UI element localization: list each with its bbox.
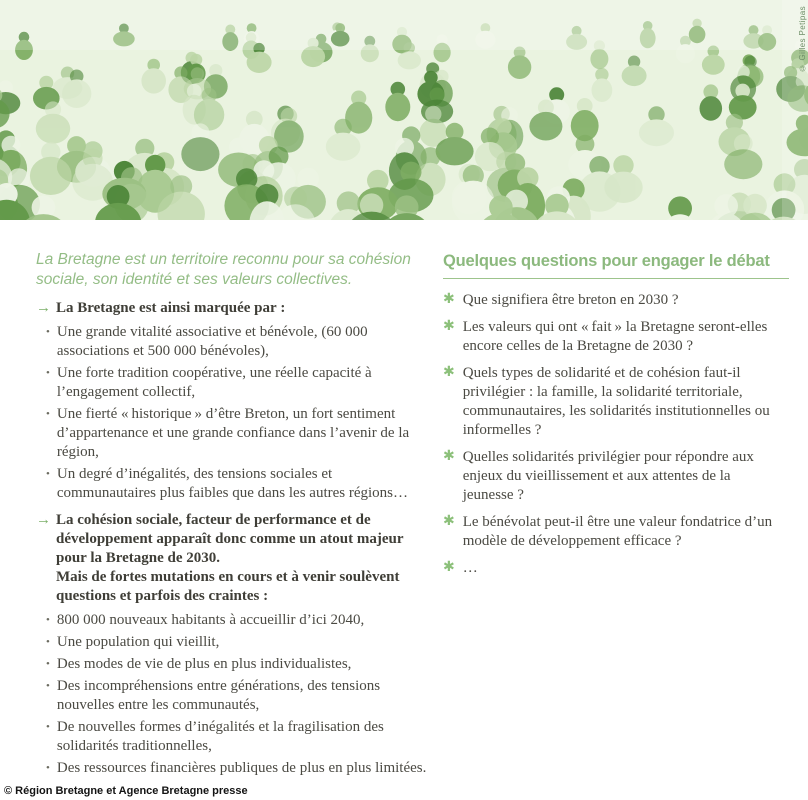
bullet-text: Des modes de vie de plus en plus individualistes, [56,656,352,672]
section-cohesion-sociale [36,511,428,778]
question-item [443,291,789,310]
asterisk-icon: ✱ [443,560,455,575]
bullet-text: Une grande vitalité associative et bénévole, (60 000 associations et 500 000 bénévoles), [56,324,368,359]
asterisk-icon: ✱ [443,319,455,334]
bullet-text: Une forte tradition coopérative, une réelle capacité à l’engagement collectif, [56,365,372,400]
bullet-item [46,323,428,361]
bullet-text: De nouvelles formes d’inégalités et la fragilisation des solidarités traditionnelles, [56,719,384,754]
question-item [443,559,789,578]
question-text: Quelles solidarités privilégier pour répondre aux enjeux du vieillissement et aux attentes de la jeunesse ? [462,449,754,503]
question-item [443,364,789,440]
question-text: Les valeurs qui ont « fait » la Bretagne seront-elles encore celles de la Bretagne de 2030 ? [462,319,768,354]
bullet-item [46,759,428,778]
asterisk-icon: ✱ [443,514,455,529]
arrow-icon: → [36,512,51,528]
question-item [443,318,789,356]
question-text: … [462,560,478,576]
section-lead-text: La Bretagne est ainsi marquée par : [56,300,286,316]
questions-heading: Quelques questions pour engager le débat [443,250,789,279]
section-lead-line2: Mais de fortes mutations en cours et à venir soulèvent questions et parfois des craintes : [56,569,400,604]
bullet-dot-icon: • [46,614,50,626]
bullet-dot-icon: • [46,468,50,480]
bullet-text: Des incompréhensions entre générations, des tensions nouvelles entre les communautés, [56,678,381,713]
photo-credit: © Gilles Petipas [798,6,807,73]
question-text: Que signifiera être breton en 2030 ? [462,292,679,308]
section-lead [36,511,428,606]
section-lead-text [56,511,428,606]
copyright-caption: © Région Bretagne et Agence Bretagne presse [4,785,248,797]
arrow-icon: → [36,300,51,316]
bullet-item [46,718,428,756]
bullet-text: Une population qui vieillit, [56,634,220,650]
bullet-item [46,405,428,462]
question-text: Le bénévolat peut-il être une valeur fondatrice d’un modèle de développement efficace ? [462,514,773,549]
question-item [443,513,789,551]
bullet-list-1 [36,323,428,503]
crowd-photo [0,0,808,220]
bullet-item [46,633,428,652]
asterisk-icon: ✱ [443,449,455,464]
left-column [36,250,428,781]
bullet-dot-icon: • [46,721,50,733]
bullet-list-2 [36,611,428,778]
bullet-text: Un degré d’inégalités, des tensions sociales et communautaires plus faibles que dans les autres régions… [56,466,409,501]
bullet-dot-icon: • [46,326,50,338]
section-lead [36,299,428,318]
questions-list [443,291,789,578]
crowd-photo-image [0,0,808,220]
bullet-dot-icon: • [46,408,50,420]
bullet-dot-icon: • [46,680,50,692]
section-bretagne-marquee [36,299,428,503]
bullet-dot-icon: • [46,658,50,670]
bullet-item [46,465,428,503]
question-text: Quels types de solidarité et de cohésion faut-il privilégier : la famille, la solidarité territoriale, communautaires, les solidarités institutionnelles ou informelles ? [462,365,770,438]
bullet-text: 800 000 nouveaux habitants à accueillir d’ici 2040, [56,612,365,628]
asterisk-icon: ✱ [443,292,455,307]
bullet-item [46,677,428,715]
bullet-dot-icon: • [46,367,50,379]
asterisk-icon: ✱ [443,365,455,380]
intro-text: La Bretagne est un territoire reconnu pour sa cohésion sociale, son identité et ses valeurs collectives. [36,251,411,288]
right-column [443,250,789,586]
bullet-text: Une fierté « historique » d’être Breton, un fort sentiment d’appartenance et une grande confiance dans l’avenir de la région, [56,406,410,460]
bullet-item [46,611,428,630]
bullet-dot-icon: • [46,762,50,774]
bullet-dot-icon: • [46,636,50,648]
question-item [443,448,789,505]
bullet-item [46,655,428,674]
bullet-item [46,364,428,402]
bullet-text: Des ressources financières publiques de plus en plus limitées. [56,760,427,776]
section-lead-line1: La cohésion sociale, facteur de performance et de développement apparaît donc comme un atout majeur pour la Bretagne de 2030. [56,512,404,566]
